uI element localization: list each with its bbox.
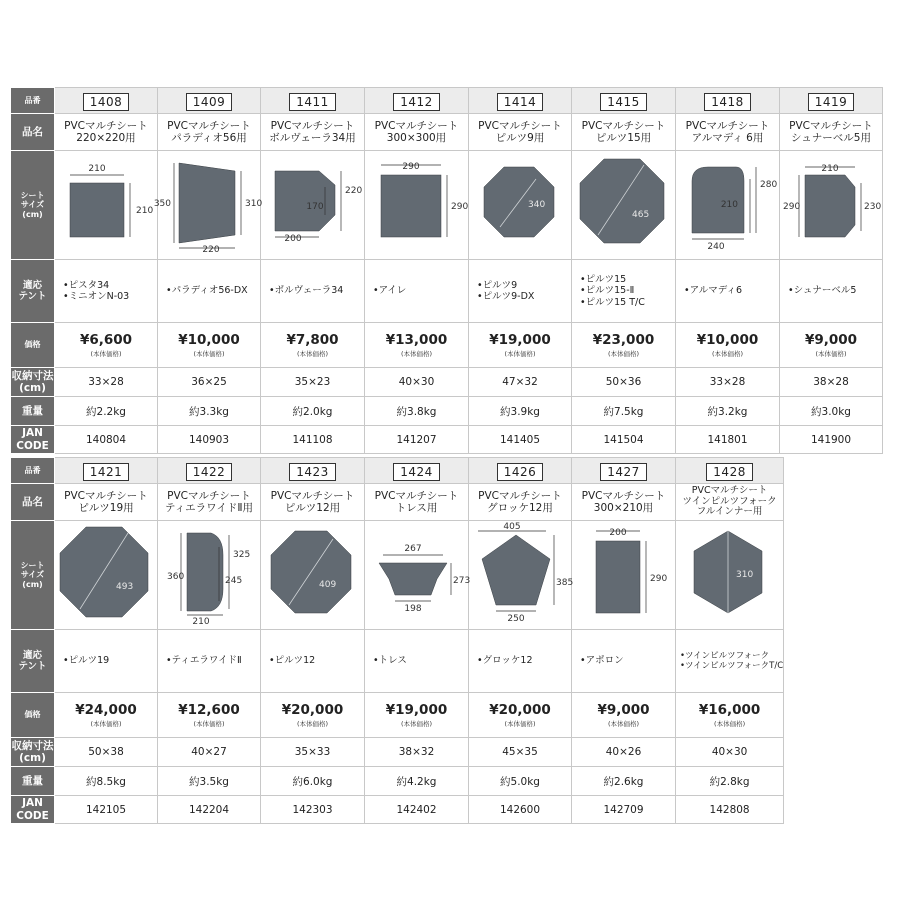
svg-text:210: 210 bbox=[821, 164, 839, 174]
price-value: ¥23,000 bbox=[592, 332, 655, 348]
row-weight bbox=[11, 397, 883, 426]
label-sheet-size: シート サイズ (cm) bbox=[11, 151, 55, 260]
weight: 約3.2kg bbox=[676, 397, 780, 426]
row-name bbox=[11, 484, 784, 521]
price-note: (本体価格) bbox=[296, 720, 329, 728]
price-note: (本体価格) bbox=[607, 720, 640, 728]
cell-code bbox=[572, 88, 676, 114]
cell-code bbox=[469, 88, 572, 114]
label-code: 品番 bbox=[11, 88, 55, 114]
pack-size: 33×28 bbox=[676, 368, 780, 397]
label-code: 品番 bbox=[11, 458, 55, 484]
cell-code bbox=[261, 88, 365, 114]
jan-code: 142709 bbox=[572, 796, 676, 824]
pack-size: 50×36 bbox=[572, 368, 676, 397]
spec-table-2 bbox=[10, 457, 784, 824]
trapezoid-sheet-diagram bbox=[781, 151, 881, 255]
pack-size: 50×38 bbox=[55, 738, 158, 767]
price-note: (本体価格) bbox=[400, 720, 433, 728]
pack-size: 40×30 bbox=[676, 738, 784, 767]
svg-text:273: 273 bbox=[452, 576, 470, 586]
rounded-sheet-diagram bbox=[678, 151, 778, 255]
price-cell bbox=[55, 693, 158, 738]
svg-text:280: 280 bbox=[759, 180, 777, 190]
cell-code bbox=[55, 458, 158, 484]
price-value: ¥6,600 bbox=[79, 332, 133, 348]
product-name: PVCマルチシート 300×300用 bbox=[365, 114, 469, 151]
label-price: 価格 bbox=[11, 693, 55, 738]
price-cell bbox=[261, 323, 365, 368]
price-cell bbox=[572, 323, 676, 368]
square-sheet-diagram bbox=[56, 151, 156, 255]
jan-code: 142600 bbox=[469, 796, 572, 824]
spec-table-1 bbox=[10, 87, 883, 454]
weight: 約2.2kg bbox=[55, 397, 158, 426]
octagon-sheet-diagram bbox=[263, 521, 363, 625]
price-cell bbox=[676, 693, 784, 738]
pentagon-sheet-diagram bbox=[470, 521, 574, 625]
sheet-diagram-cell bbox=[469, 521, 572, 630]
trapezoid-sheet-diagram bbox=[153, 151, 263, 255]
price-value: ¥20,000 bbox=[281, 702, 344, 718]
octagon-sheet-diagram bbox=[56, 521, 156, 625]
svg-text:220: 220 bbox=[202, 245, 220, 255]
svg-text:240: 240 bbox=[706, 242, 725, 252]
fit-tent-list: •グロッケ12 bbox=[469, 630, 572, 693]
jan-code: 141504 bbox=[572, 426, 676, 454]
weight: 約3.8kg bbox=[365, 397, 469, 426]
price-note: (本体価格) bbox=[711, 350, 744, 358]
price-cell bbox=[365, 693, 469, 738]
price-value: ¥19,000 bbox=[489, 332, 551, 348]
jan-code: 141405 bbox=[469, 426, 572, 454]
fit-tent-list: •ツインピルツフォーク •ツインピルツフォークT/C bbox=[676, 630, 784, 693]
fit-tent-list: •ピルツ12 bbox=[261, 630, 365, 693]
row-fit-tent bbox=[11, 630, 784, 693]
cell-code bbox=[572, 458, 676, 484]
weight: 約2.8kg bbox=[676, 767, 784, 796]
cell-code bbox=[676, 88, 780, 114]
jan-code: 142105 bbox=[55, 796, 158, 824]
svg-text:170: 170 bbox=[305, 202, 324, 212]
jan-code: 142303 bbox=[261, 796, 365, 824]
cell-code bbox=[158, 88, 261, 114]
price-value: ¥12,600 bbox=[178, 702, 240, 718]
product-name: PVCマルチシート ピルツ15用 bbox=[572, 114, 676, 151]
cell-code bbox=[780, 88, 883, 114]
weight: 約2.0kg bbox=[261, 397, 365, 426]
price-value: ¥20,000 bbox=[489, 702, 551, 718]
row-jan-code bbox=[11, 426, 883, 454]
weight: 約3.3kg bbox=[158, 397, 261, 426]
rectangle-sheet-diagram bbox=[574, 521, 674, 625]
weight: 約8.5kg bbox=[55, 767, 158, 796]
price-cell bbox=[55, 323, 158, 368]
product-code: 1424 bbox=[393, 463, 440, 481]
fit-tent-list: •アイレ bbox=[365, 260, 469, 323]
product-name: PVCマルチシート ボルヴェーラ34用 bbox=[261, 114, 365, 151]
cell-code bbox=[55, 88, 158, 114]
price-note: (本体価格) bbox=[815, 350, 847, 358]
octagon-sheet-diagram bbox=[574, 151, 674, 255]
product-code: 1422 bbox=[186, 463, 233, 481]
fit-tent-list: •トレス bbox=[365, 630, 469, 693]
fit-tent-list: •シュナーベル5 bbox=[780, 260, 883, 323]
price-cell bbox=[261, 693, 365, 738]
square-sheet-diagram bbox=[367, 151, 467, 255]
weight: 約3.0kg bbox=[780, 397, 883, 426]
row-pack-size bbox=[11, 738, 784, 767]
svg-text:325: 325 bbox=[233, 550, 251, 560]
row-code bbox=[11, 88, 883, 114]
product-name: PVCマルチシート ツインピルツフォーク フルインナー用 bbox=[676, 484, 784, 521]
sheet-diagram-cell bbox=[158, 521, 261, 630]
product-code: 1415 bbox=[600, 93, 647, 111]
price-value: ¥10,000 bbox=[696, 332, 759, 348]
svg-text:350: 350 bbox=[153, 199, 171, 209]
svg-text:385: 385 bbox=[556, 578, 574, 588]
svg-text:465: 465 bbox=[631, 210, 649, 220]
product-code: 1418 bbox=[704, 93, 751, 111]
row-fit-tent bbox=[11, 260, 883, 323]
product-code: 1408 bbox=[83, 93, 130, 111]
product-code: 1411 bbox=[289, 93, 336, 111]
product-name: PVCマルチシート パラディオ56用 bbox=[158, 114, 261, 151]
sheet-diagram-cell bbox=[572, 151, 676, 260]
weight: 約2.6kg bbox=[572, 767, 676, 796]
svg-text:220: 220 bbox=[344, 186, 362, 196]
label-pack-size: 収納寸法 (cm) bbox=[11, 368, 55, 397]
fit-tent-list: •ピルツ15 •ピルツ15-Ⅱ •ピルツ15 T/C bbox=[572, 260, 676, 323]
price-cell bbox=[469, 693, 572, 738]
price-value: ¥10,000 bbox=[178, 332, 240, 348]
row-weight bbox=[11, 767, 784, 796]
jan-code: 140903 bbox=[158, 426, 261, 454]
sheet-diagram-cell bbox=[261, 151, 365, 260]
label-name: 品名 bbox=[11, 114, 55, 151]
jan-code: 141900 bbox=[780, 426, 883, 454]
svg-text:210: 210 bbox=[88, 164, 106, 174]
price-note: (本体価格) bbox=[193, 350, 225, 358]
product-code: 1427 bbox=[600, 463, 647, 481]
jan-code: 141801 bbox=[676, 426, 780, 454]
sheet-diagram-cell bbox=[572, 521, 676, 630]
svg-text:245: 245 bbox=[225, 576, 243, 586]
octagon-sheet-diagram bbox=[470, 151, 570, 255]
product-name: PVCマルチシート ピルツ12用 bbox=[261, 484, 365, 521]
svg-text:210: 210 bbox=[136, 206, 154, 216]
product-name: PVCマルチシート 220×220用 bbox=[55, 114, 158, 151]
pack-size: 47×32 bbox=[469, 368, 572, 397]
product-name: PVCマルチシート ティエラワイドⅡ用 bbox=[158, 484, 261, 521]
pack-size: 38×28 bbox=[780, 368, 883, 397]
product-name: PVCマルチシート グロッケ12用 bbox=[469, 484, 572, 521]
sheet-diagram-cell bbox=[780, 151, 883, 260]
sheet-diagram-cell bbox=[676, 151, 780, 260]
svg-text:200: 200 bbox=[608, 528, 627, 538]
price-note: (本体価格) bbox=[400, 350, 433, 358]
product-name: PVCマルチシート 300×210用 bbox=[572, 484, 676, 521]
price-value: ¥9,000 bbox=[597, 702, 650, 718]
cell-code bbox=[676, 458, 784, 484]
product-code: 1409 bbox=[186, 93, 233, 111]
price-value: ¥16,000 bbox=[698, 702, 761, 718]
pack-size: 33×28 bbox=[55, 368, 158, 397]
price-note: (本体価格) bbox=[90, 350, 122, 358]
svg-text:340: 340 bbox=[528, 200, 546, 210]
svg-text:493: 493 bbox=[116, 582, 134, 592]
product-code: 1426 bbox=[497, 463, 544, 481]
rounded-sheet-diagram bbox=[159, 521, 259, 625]
product-name: PVCマルチシート トレス用 bbox=[365, 484, 469, 521]
pack-size: 40×26 bbox=[572, 738, 676, 767]
price-value: ¥9,000 bbox=[804, 332, 858, 348]
product-name: PVCマルチシート シュナーベル5用 bbox=[780, 114, 883, 151]
price-note: (本体価格) bbox=[296, 350, 329, 358]
jan-code: 142204 bbox=[158, 796, 261, 824]
svg-text:198: 198 bbox=[403, 604, 422, 614]
row-jan-code bbox=[11, 796, 784, 824]
weight: 約5.0kg bbox=[469, 767, 572, 796]
svg-text:310: 310 bbox=[735, 570, 753, 580]
label-name: 品名 bbox=[11, 484, 55, 521]
svg-text:405: 405 bbox=[503, 522, 521, 532]
jan-code: 140804 bbox=[55, 426, 158, 454]
pack-size: 35×23 bbox=[261, 368, 365, 397]
price-note: (本体価格) bbox=[90, 720, 122, 728]
cell-code bbox=[261, 458, 365, 484]
row-sheet-size bbox=[11, 521, 784, 630]
svg-text:310: 310 bbox=[245, 199, 263, 209]
price-value: ¥24,000 bbox=[75, 702, 137, 718]
cell-code bbox=[365, 88, 469, 114]
svg-text:409: 409 bbox=[318, 580, 336, 590]
svg-text:230: 230 bbox=[864, 202, 882, 212]
sheet-diagram-cell bbox=[469, 151, 572, 260]
product-code: 1412 bbox=[393, 93, 440, 111]
price-note: (本体価格) bbox=[504, 720, 536, 728]
fit-tent-list: •ピスタ34 •ミニオンN-03 bbox=[55, 260, 158, 323]
price-cell bbox=[780, 323, 883, 368]
product-name: PVCマルチシート アルマディ 6用 bbox=[676, 114, 780, 151]
row-price bbox=[11, 323, 883, 368]
svg-text:290: 290 bbox=[450, 202, 468, 212]
price-cell bbox=[365, 323, 469, 368]
price-note: (本体価格) bbox=[607, 350, 640, 358]
label-jan-code: JAN CODE bbox=[11, 426, 55, 454]
hexagon-sheet-diagram bbox=[367, 521, 470, 625]
fit-tent-list: •パラディオ56-DX bbox=[158, 260, 261, 323]
product-code: 1428 bbox=[706, 463, 753, 481]
row-name bbox=[11, 114, 883, 151]
svg-text:210: 210 bbox=[720, 200, 738, 210]
label-pack-size: 収納寸法 (cm) bbox=[11, 738, 55, 767]
price-cell bbox=[572, 693, 676, 738]
row-sheet-size bbox=[11, 151, 883, 260]
fit-tent-list: •ピルツ9 •ピルツ9-DX bbox=[469, 260, 572, 323]
label-price: 価格 bbox=[11, 323, 55, 368]
weight: 約7.5kg bbox=[572, 397, 676, 426]
row-code bbox=[11, 458, 784, 484]
price-value: ¥13,000 bbox=[385, 332, 448, 348]
svg-text:290: 290 bbox=[783, 202, 801, 212]
weight: 約3.9kg bbox=[469, 397, 572, 426]
price-cell bbox=[676, 323, 780, 368]
price-cell bbox=[158, 323, 261, 368]
product-code: 1423 bbox=[289, 463, 336, 481]
label-jan-code: JAN CODE bbox=[11, 796, 55, 824]
price-value: ¥7,800 bbox=[286, 332, 339, 348]
svg-text:267: 267 bbox=[403, 544, 422, 554]
pack-size: 40×27 bbox=[158, 738, 261, 767]
fit-tent-list: •ピルツ19 bbox=[55, 630, 158, 693]
price-value: ¥19,000 bbox=[385, 702, 448, 718]
row-price bbox=[11, 693, 784, 738]
product-name: PVCマルチシート ピルツ9用 bbox=[469, 114, 572, 151]
fit-tent-list: •ティエラワイドⅡ bbox=[158, 630, 261, 693]
weight: 約3.5kg bbox=[158, 767, 261, 796]
label-fit-tent: 適応 テント bbox=[11, 630, 55, 693]
sheet-diagram-cell bbox=[261, 521, 365, 630]
jan-code: 142808 bbox=[676, 796, 784, 824]
label-sheet-size: シート サイズ (cm) bbox=[11, 521, 55, 630]
label-weight: 重量 bbox=[11, 767, 55, 796]
price-note: (本体価格) bbox=[193, 720, 225, 728]
sheet-diagram-cell bbox=[676, 521, 784, 630]
sheet-diagram-cell bbox=[153, 151, 263, 260]
cell-code bbox=[469, 458, 572, 484]
weight: 約4.2kg bbox=[365, 767, 469, 796]
sheet-diagram-cell bbox=[55, 521, 158, 630]
product-code: 1421 bbox=[83, 463, 130, 481]
row-pack-size bbox=[11, 368, 883, 397]
cell-code bbox=[365, 458, 469, 484]
pack-size: 35×33 bbox=[261, 738, 365, 767]
svg-text:360: 360 bbox=[167, 572, 185, 582]
label-weight: 重量 bbox=[11, 397, 55, 426]
pack-size: 36×25 bbox=[158, 368, 261, 397]
svg-text:210: 210 bbox=[192, 617, 210, 627]
svg-text:250: 250 bbox=[507, 614, 525, 624]
jan-code: 141108 bbox=[261, 426, 365, 454]
svg-text:290: 290 bbox=[649, 574, 667, 584]
sheet-diagram-cell bbox=[365, 151, 469, 260]
fit-tent-list: •アルマディ6 bbox=[676, 260, 780, 323]
product-code: 1414 bbox=[497, 93, 544, 111]
label-fit-tent: 適応 テント bbox=[11, 260, 55, 323]
price-note: (本体価格) bbox=[504, 350, 536, 358]
hexagon-sheet-diagram bbox=[680, 521, 780, 625]
pack-size: 45×35 bbox=[469, 738, 572, 767]
pentagon-sheet-diagram bbox=[263, 151, 363, 255]
price-cell bbox=[158, 693, 261, 738]
sheet-diagram-cell bbox=[365, 521, 469, 630]
price-cell bbox=[469, 323, 572, 368]
jan-code: 142402 bbox=[365, 796, 469, 824]
sheet-diagram-cell bbox=[55, 151, 158, 260]
svg-text:200: 200 bbox=[283, 234, 302, 244]
pack-size: 38×32 bbox=[365, 738, 469, 767]
fit-tent-list: •アポロン bbox=[572, 630, 676, 693]
svg-text:290: 290 bbox=[401, 162, 420, 172]
fit-tent-list: •ボルヴェーラ34 bbox=[261, 260, 365, 323]
pack-size: 40×30 bbox=[365, 368, 469, 397]
jan-code: 141207 bbox=[365, 426, 469, 454]
cell-code bbox=[158, 458, 261, 484]
product-code: 1419 bbox=[808, 93, 855, 111]
price-note: (本体価格) bbox=[714, 720, 746, 728]
product-name: PVCマルチシート ピルツ19用 bbox=[55, 484, 158, 521]
weight: 約6.0kg bbox=[261, 767, 365, 796]
